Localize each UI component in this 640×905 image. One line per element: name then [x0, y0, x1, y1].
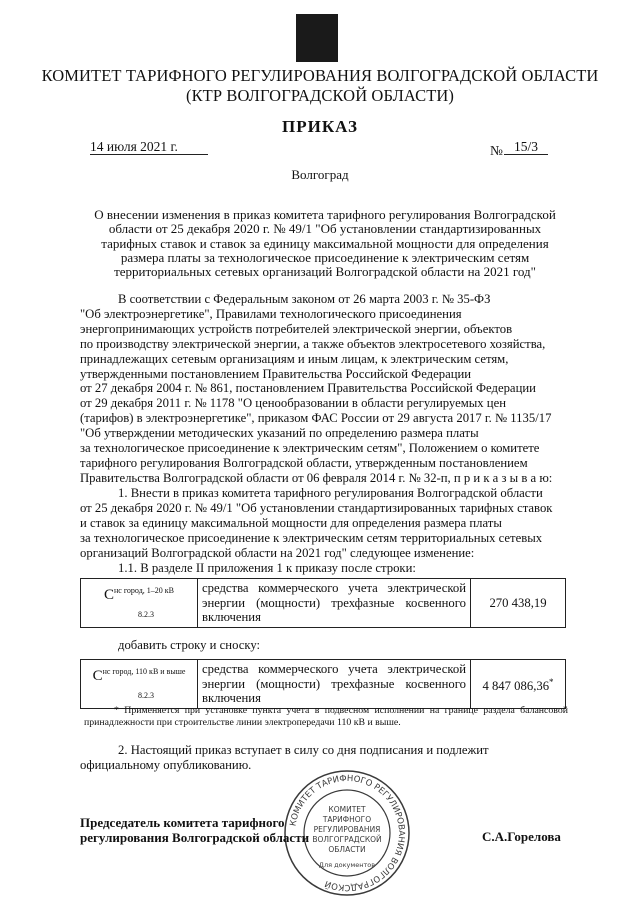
subject-line: области от 25 декабря 2020 г. № 49/1 "Об установлении стандартизированных — [108, 221, 542, 237]
tariff-description: средства коммерческого учета электрической энергии (мощности) трехфазные косвенного включения — [198, 660, 471, 709]
preamble-line: утвержденными постановлением Правительства Российской Федерации — [80, 366, 472, 381]
signatory-position-line: регулирования Волгоградской области — [80, 830, 310, 845]
preamble-line: от 29 декабря 2011 г. № 1178 "О ценообразовании в области регулируемых цен — [80, 396, 507, 411]
tariff-code: $С^{нс город, 1-20 кВ}$ $_{8.2.3}$ — [81, 579, 198, 628]
item-1-line: от 25 декабря 2020 г. № 49/1 "Об установлении стандартизированных тарифных ставок — [80, 500, 553, 515]
tariff-description: средства коммерческого учета электрической энергии (мощности) трехфазные косвенного включения — [198, 579, 471, 628]
document-type: ПРИКАЗ — [282, 117, 358, 136]
preamble-line: "Об утверждении методических указаний по определению размера платы — [80, 426, 479, 441]
org-name-line2: (КТР ВОЛГОГРАДСКОЙ ОБЛАСТИ) — [185, 86, 454, 105]
document-date: 14 июля 2021 г. — [90, 139, 208, 155]
table-row — [81, 579, 566, 628]
table-row — [81, 660, 566, 709]
stamp-ring-text: КОМИТЕТ ТАРИФНОГО РЕГУЛИРОВАНИЯ ВОЛГОГРАДСКОЙ — [288, 773, 407, 893]
number-sign: № — [490, 143, 503, 158]
preamble — [80, 292, 568, 486]
preamble-line: по производству электрической энергии, а также объектов электросетевого хозяйства, — [80, 336, 546, 351]
preamble-line: В соответствии с Федеральным законом от 26 марта 2003 г. № 35-ФЗ — [118, 292, 491, 306]
item-1-line: и ставок за единицу максимальной мощности для определения размера платы — [80, 515, 502, 530]
signatory-position-line: Председатель комитета тарифного — [80, 815, 285, 830]
preamble-line: (тарифов) в электроэнергетике", приказом ФАС России от 29 августа 2017 г. № 1135/17 — [80, 411, 552, 426]
add-row-text: добавить строку и сноску: — [118, 638, 261, 652]
stamp-center-line: ВОЛГОГРАДСКОЙ — [312, 835, 382, 844]
tariff-table-added — [80, 659, 566, 709]
item-1-line: организаций Волгоградской области на 2021 год" следующее изменение: — [80, 545, 475, 560]
stamp-center-line: ОБЛАСТИ — [328, 845, 366, 854]
coat-of-arms-icon — [296, 14, 338, 62]
footnote-text: Применяется при установке пункта учета в подвесном исполнении на границе раздела балансовой принадлежности при строительстве линии электропередачи 110 кВ и выше. — [84, 705, 568, 728]
preamble-line: тарифного регулирования Волгоградской области, утвержденным постановлением — [80, 455, 528, 470]
preamble-line: принадлежащих сетевым организациям и иным лицам, к электрическим сетям, — [80, 351, 509, 366]
item-1-line: за технологическое присоединение к электрическим сетям территориальных сетевых — [80, 530, 543, 545]
preamble-line: "Об электроэнергетике", Правилами технологического присоединения — [80, 306, 462, 321]
item-2-line: официальному опубликованию. — [80, 757, 252, 772]
tariff-table-existing — [80, 578, 566, 628]
tariff-value: 4 847 086,36* — [471, 660, 566, 709]
item-1-1-line: 1.1. В разделе II приложения 1 к приказу после строки: — [118, 560, 416, 575]
city: Волгоград — [291, 167, 349, 182]
tariff-value: 270 438,19 — [471, 579, 566, 628]
preamble-line: от 27 декабря 2004 г. № 861, постановлением Правительства Российской Федерации — [80, 381, 536, 396]
tariff-code: $С^{нс город, 110 кВ и выше}$ $_{8.2.3}$ — [81, 660, 198, 709]
document-number: 15/3 — [504, 139, 548, 155]
footnote-mark: * — [114, 705, 119, 716]
preamble-line: за технологическое присоединение к электрическим сетям", Положением о комитете — [80, 441, 540, 456]
subject-line: размера платы за технологическое присоединение к электрическим сетям — [120, 249, 530, 265]
stamp-center-line: КОМИТЕТ — [328, 805, 366, 814]
subject-line: тарифных ставок и ставок за единицу максимальной мощности для определения — [101, 235, 549, 251]
stamp-center-line: РЕГУЛИРОВАНИЯ — [313, 825, 381, 834]
item-1-line: 1. Внести в приказ комитета тарифного регулирования Волгоградской области — [118, 486, 543, 500]
preamble-line: энергопринимающих устройств потребителей электрической энергии, объектов — [80, 321, 513, 336]
org-name-line1: КОМИТЕТ ТАРИФНОГО РЕГУЛИРОВАНИЯ ВОЛГОГРАДСКОЙ ОБЛАСТИ — [41, 66, 599, 85]
stamp-bottom-text: Для документов — [318, 861, 376, 869]
signatory-name: С.А.Горелова — [482, 829, 561, 844]
footnote — [84, 705, 568, 729]
preamble-line: Правительства Волгоградской области от 06 февраля 2014 г. № 32-п, п р и к а з ы в а ю: — [80, 470, 553, 485]
item-2-line: 2. Настоящий приказ вступает в силу со дня подписания и подлежит — [118, 743, 489, 757]
signatory-position — [80, 815, 309, 845]
stamp-center-line: ТАРИФНОГО — [322, 815, 372, 824]
document-subject — [90, 208, 560, 279]
subject-line: О внесении изменения в приказ комитета тарифного регулирования Волгоградской — [94, 207, 556, 222]
subject-line: территориальных сетевых организаций Волгоградской области на 2021 год" — [114, 264, 536, 280]
item-1 — [80, 486, 568, 575]
